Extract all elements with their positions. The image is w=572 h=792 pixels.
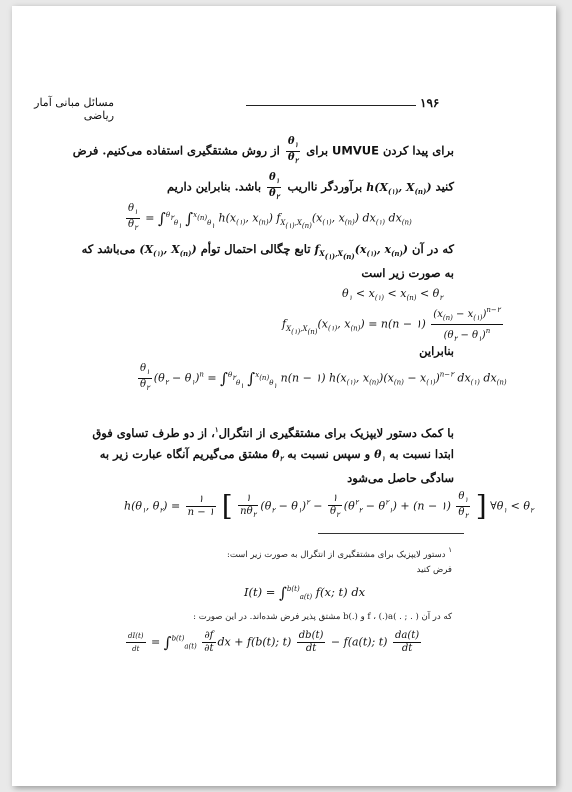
equation-support: $\theta_۱ < x_{(۱)} < x_{(n)} < \theta_۲$ <box>342 287 444 302</box>
footnote-equation-leibniz: $\frac{dI(t)}{dt}$ = ∫$^{b(t)}_{a(t)}$ $\frac{\partial f}{\partial t}$ dx + f(b(t); t) $\frac{db(t)}{dt}$ − f(a(t); t) $\frac{da(t)}{dt}$ <box>128 630 420 654</box>
text-segment: با کمک دستور لایپزیک برای مشتقگیری از انتگرال <box>218 426 454 440</box>
math-theta-1: $\theta_۱$ <box>374 448 386 463</box>
header-rule <box>246 105 416 106</box>
page-sheet <box>12 6 556 786</box>
running-title: مسائل مبانی آمار ریاضی <box>34 96 114 122</box>
math-order-stats: ($X_{(۱)}$, $X_{(n)}$) <box>139 243 197 258</box>
math-joint-density: $f_{X_{(۱)},X_{(n)}}(x_{(۱)}$, $x_{(n)}$) <box>314 243 409 261</box>
text-segment: برای <box>306 143 329 158</box>
paragraph-4-line-3: سادگی حاصل می‌شود <box>347 471 454 485</box>
footnote-mark: ۱ <box>448 546 452 554</box>
math-h-estimator: $h(X_{(۱)}$, $X_{(n)}$) <box>366 180 432 196</box>
math-theta-ratio: $\frac{\theta_۱}{\theta_۲}$ <box>269 172 280 201</box>
footnote-reference: ۱ <box>214 425 219 434</box>
paragraph-3: بنابراین <box>419 344 454 358</box>
text-segment: ، از دو طرف تساوی فوق <box>92 426 215 440</box>
text-segment: و سپس نسبت به <box>287 447 371 461</box>
footnote-line-2: فرض کنید <box>416 565 452 575</box>
equation-unbiased-integral: $\frac{\theta_۱}{\theta_۲}$ = ∫$^{\theta_۲}_{\theta_۱}$ ∫$^{x_{(n)}}_{\theta_۱}$ $h(x_{(۱)}$, $x_{(n)}$) $f_{X_{(۱)},X_{(n)}}(x_{(۱)}$, $x_{(n)}$) $dx_{(۱)}$ $dx_{(n)}$ <box>128 203 412 232</box>
text-segment: مشتق می‌گیریم آنگاه عبارت زیر به <box>99 447 269 461</box>
equation-expanded-integral: $\frac{\theta_۱}{\theta_۲}$ $(\theta_۲ - \theta_۱)^n = \int^{\theta_۲}_{\theta_۱}$ ∫$^{x_{(n)}}_{\theta_۱}$ n(n − ۱) $h(x_{(۱)}$, $x_{(n)})(x_{(n)} - x_{(۱)})^{n-۲}$ $dx_{(۱)}$ $dx_{(n)}$ <box>140 363 507 392</box>
footnote-text: دستور لایپزیک برای مشتقگیری از انتگرال به صورت زیر است: <box>226 550 446 560</box>
text-segment: می‌باشد که <box>81 242 136 256</box>
footnote-line-1 <box>227 546 452 560</box>
math-theta-2: $\theta_۲$ <box>272 448 284 463</box>
text-segment: برای پیدا کردن <box>382 143 454 158</box>
text-segment: که در آن <box>412 242 454 256</box>
paragraph-1-line-1 <box>73 136 454 167</box>
umvue-term: UMVUE <box>332 143 379 158</box>
footnote-line-3: که در آن ( . ; . )f ، (.)a و (.)b مشتق پذیر فرض شده‌اند. در این صورت : <box>193 612 452 622</box>
math-theta-ratio: $\frac{\theta_۱}{\theta_۲}$ <box>287 136 299 165</box>
paragraph-2-line-2: به صورت زیر است <box>361 266 454 280</box>
text-segment: باشد. بنابراین داریم <box>167 179 262 194</box>
text-segment: تابع چگالی احتمال توأم <box>200 242 311 256</box>
text-segment: برآوردگر نااریب <box>287 179 363 194</box>
page-number: ۱۹۶ <box>420 96 440 110</box>
footnote-rule <box>318 533 464 534</box>
footnote-equation-integral: I(t) = ∫$^{b(t)}_{a(t)}$ f(x; t) dx <box>244 584 366 602</box>
text-segment: از روش مشتقگیری استفاده می‌کنیم. فرض <box>72 143 280 158</box>
text-segment: ابتدا نسبت به <box>389 447 454 461</box>
paragraph-4-line-1 <box>92 418 454 445</box>
paragraph-1-line-2 <box>167 172 454 204</box>
equation-joint-density: $f_{X_{(۱)},X_{(n)}}(x_{(۱)}$, $x_{(n)}) = n(n$ − ۱) $\frac{(x_{(n)} - x_{(۱)})^{n-۲}}{(\theta_۲ - \theta_۱)^n}$ <box>282 306 501 343</box>
text-segment: کنید <box>435 179 454 194</box>
equation-result-h: $h(\theta_۱$, $\theta_۲$) = $\frac{۱}{n - ۱}$ [ $\frac{۱}{n\theta_۲}$ $(\theta_۲ - \theta_۱)^۲$ − $\frac{۱}{\theta_۲}$ $(\theta^۲_۲ - \theta^۲_۱) + (n$ − ۱) $\frac{\theta_۱}{\theta_۲}$ ] $\forall\theta_۱ < \theta_۲$ <box>124 489 534 523</box>
